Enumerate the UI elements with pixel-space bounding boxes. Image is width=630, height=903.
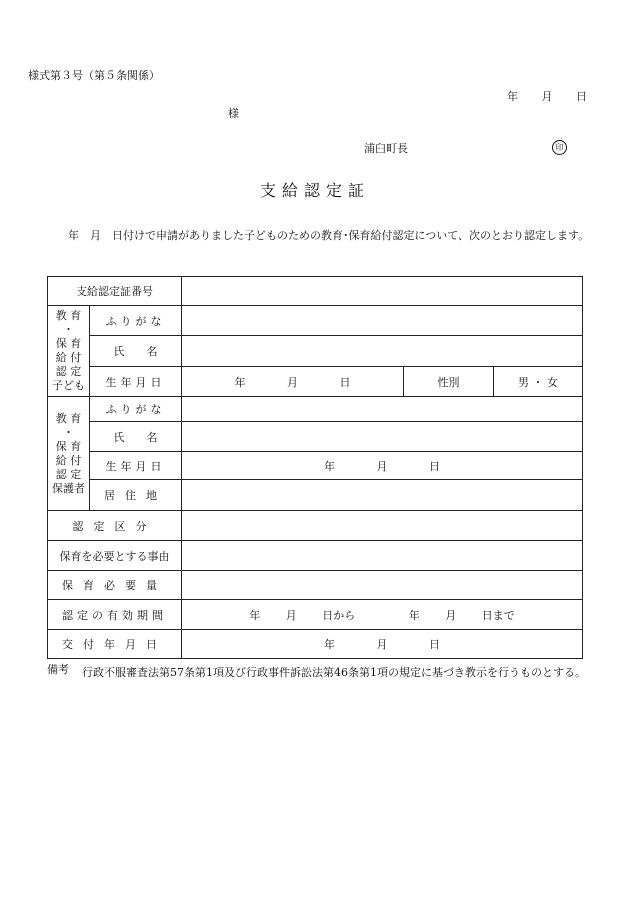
child-name-row	[48, 336, 583, 367]
guardian-address-value	[182, 480, 583, 511]
guardian-label-line: 教 育	[55, 411, 82, 425]
child-furigana-row	[48, 306, 583, 336]
guardian-address-row	[48, 480, 583, 511]
guardian-label-line: 保護者	[52, 481, 85, 495]
document-title: 支給認定証	[259, 181, 370, 200]
reason-row	[48, 541, 583, 571]
period-from-day: 日から	[322, 608, 356, 622]
guardian-dob-row	[48, 452, 583, 480]
guardian-furigana-row	[48, 397, 583, 422]
child-dob-row	[48, 367, 583, 397]
reason-label: 保育を必要とする事由	[48, 541, 182, 571]
guardian-name-label: 氏 名	[90, 422, 182, 452]
issue-date-value	[182, 630, 583, 659]
reason-value	[182, 541, 583, 571]
guardian-dob-label: 生年月日	[90, 452, 182, 480]
guardian-label-line: 保 育	[55, 439, 82, 453]
child-dob-month: 月	[287, 375, 298, 389]
issue-year: 年	[324, 638, 335, 651]
child-furigana-label: ふりがな	[90, 306, 182, 336]
seal-mark: 印	[552, 140, 567, 155]
guardian-address-label: 居住地	[90, 480, 182, 511]
period-to-day: 日まで	[481, 608, 515, 622]
child-label-line: 給 付	[55, 351, 82, 364]
gender-options: 男 ・ 女	[494, 367, 583, 397]
amount-label: 保育必要量	[48, 571, 182, 600]
guardian-furigana-label: ふりがな	[90, 397, 182, 422]
guardian-name-row	[48, 422, 583, 452]
addressee-suffix: 様	[228, 107, 239, 120]
issuer-name: 浦臼町長	[364, 142, 408, 155]
category-label: 認定区分	[48, 511, 182, 541]
category-row	[48, 511, 583, 541]
issue-date-header	[507, 88, 587, 104]
child-dob-value	[182, 367, 404, 397]
period-label: 認定の有効期間	[48, 600, 182, 630]
child-label-line: 教 育	[55, 309, 82, 322]
child-dob-day: 日	[339, 375, 351, 389]
child-dob-year: 年	[234, 375, 246, 389]
guardian-label-line: 給 付	[55, 453, 82, 467]
child-furigana-value	[182, 306, 583, 336]
period-to-month: 月	[445, 608, 457, 622]
guardian-label-line: ・	[63, 425, 74, 439]
amount-row	[48, 571, 583, 600]
amount-value	[182, 571, 583, 600]
period-row	[48, 600, 583, 630]
child-label-line: 認 定	[55, 365, 82, 378]
cert-number-value	[182, 277, 583, 306]
child-group-label	[48, 306, 90, 397]
form-number: 様式第３号（第５条関係）	[28, 69, 160, 82]
issue-month: 月	[376, 638, 388, 651]
child-dob-label: 生年月日	[90, 367, 182, 397]
issue-date-label: 交付年月日	[48, 630, 182, 659]
guardian-dob-year: 年	[324, 459, 335, 473]
child-label-line: 保 育	[55, 337, 82, 350]
guardian-furigana-value	[182, 397, 583, 422]
category-value	[182, 511, 583, 541]
child-name-value	[182, 336, 583, 367]
child-label-line: ・	[63, 323, 74, 336]
guardian-dob-month: 月	[376, 459, 388, 473]
guardian-dob-day: 日	[429, 459, 440, 473]
issue-date-row	[48, 630, 583, 659]
guardian-name-value	[182, 422, 583, 452]
gender-label: 性別	[404, 367, 494, 397]
certificate-table	[47, 276, 583, 659]
remarks-text: 行政不服審査法第57条第1項及び行政事件訴訟法第46条第1項の規定に基づき教示を行うものとする。	[82, 666, 586, 679]
cert-number-row	[48, 277, 583, 306]
period-to-year: 年	[408, 608, 420, 622]
guardian-group-label	[48, 397, 90, 511]
child-name-label: 氏 名	[90, 336, 182, 367]
date-month-label: 月	[541, 90, 553, 103]
guardian-dob-value	[182, 452, 583, 480]
guardian-label-line: 認 定	[55, 467, 82, 481]
body-text: 年 月 日付けで申請がありました子どものための教育･保育給付認定について、次のとおり認定します。	[68, 229, 590, 242]
date-day-label: 日	[576, 90, 587, 103]
period-value	[182, 600, 583, 630]
period-from-year: 年	[249, 608, 261, 622]
child-label-line: 子ども	[52, 379, 85, 392]
date-year-label: 年	[507, 90, 518, 103]
remarks-heading: 備考	[47, 663, 69, 676]
issue-day: 日	[429, 638, 440, 651]
cert-number-label: 支給認定証番号	[48, 277, 182, 306]
period-from-month: 月	[285, 608, 297, 622]
